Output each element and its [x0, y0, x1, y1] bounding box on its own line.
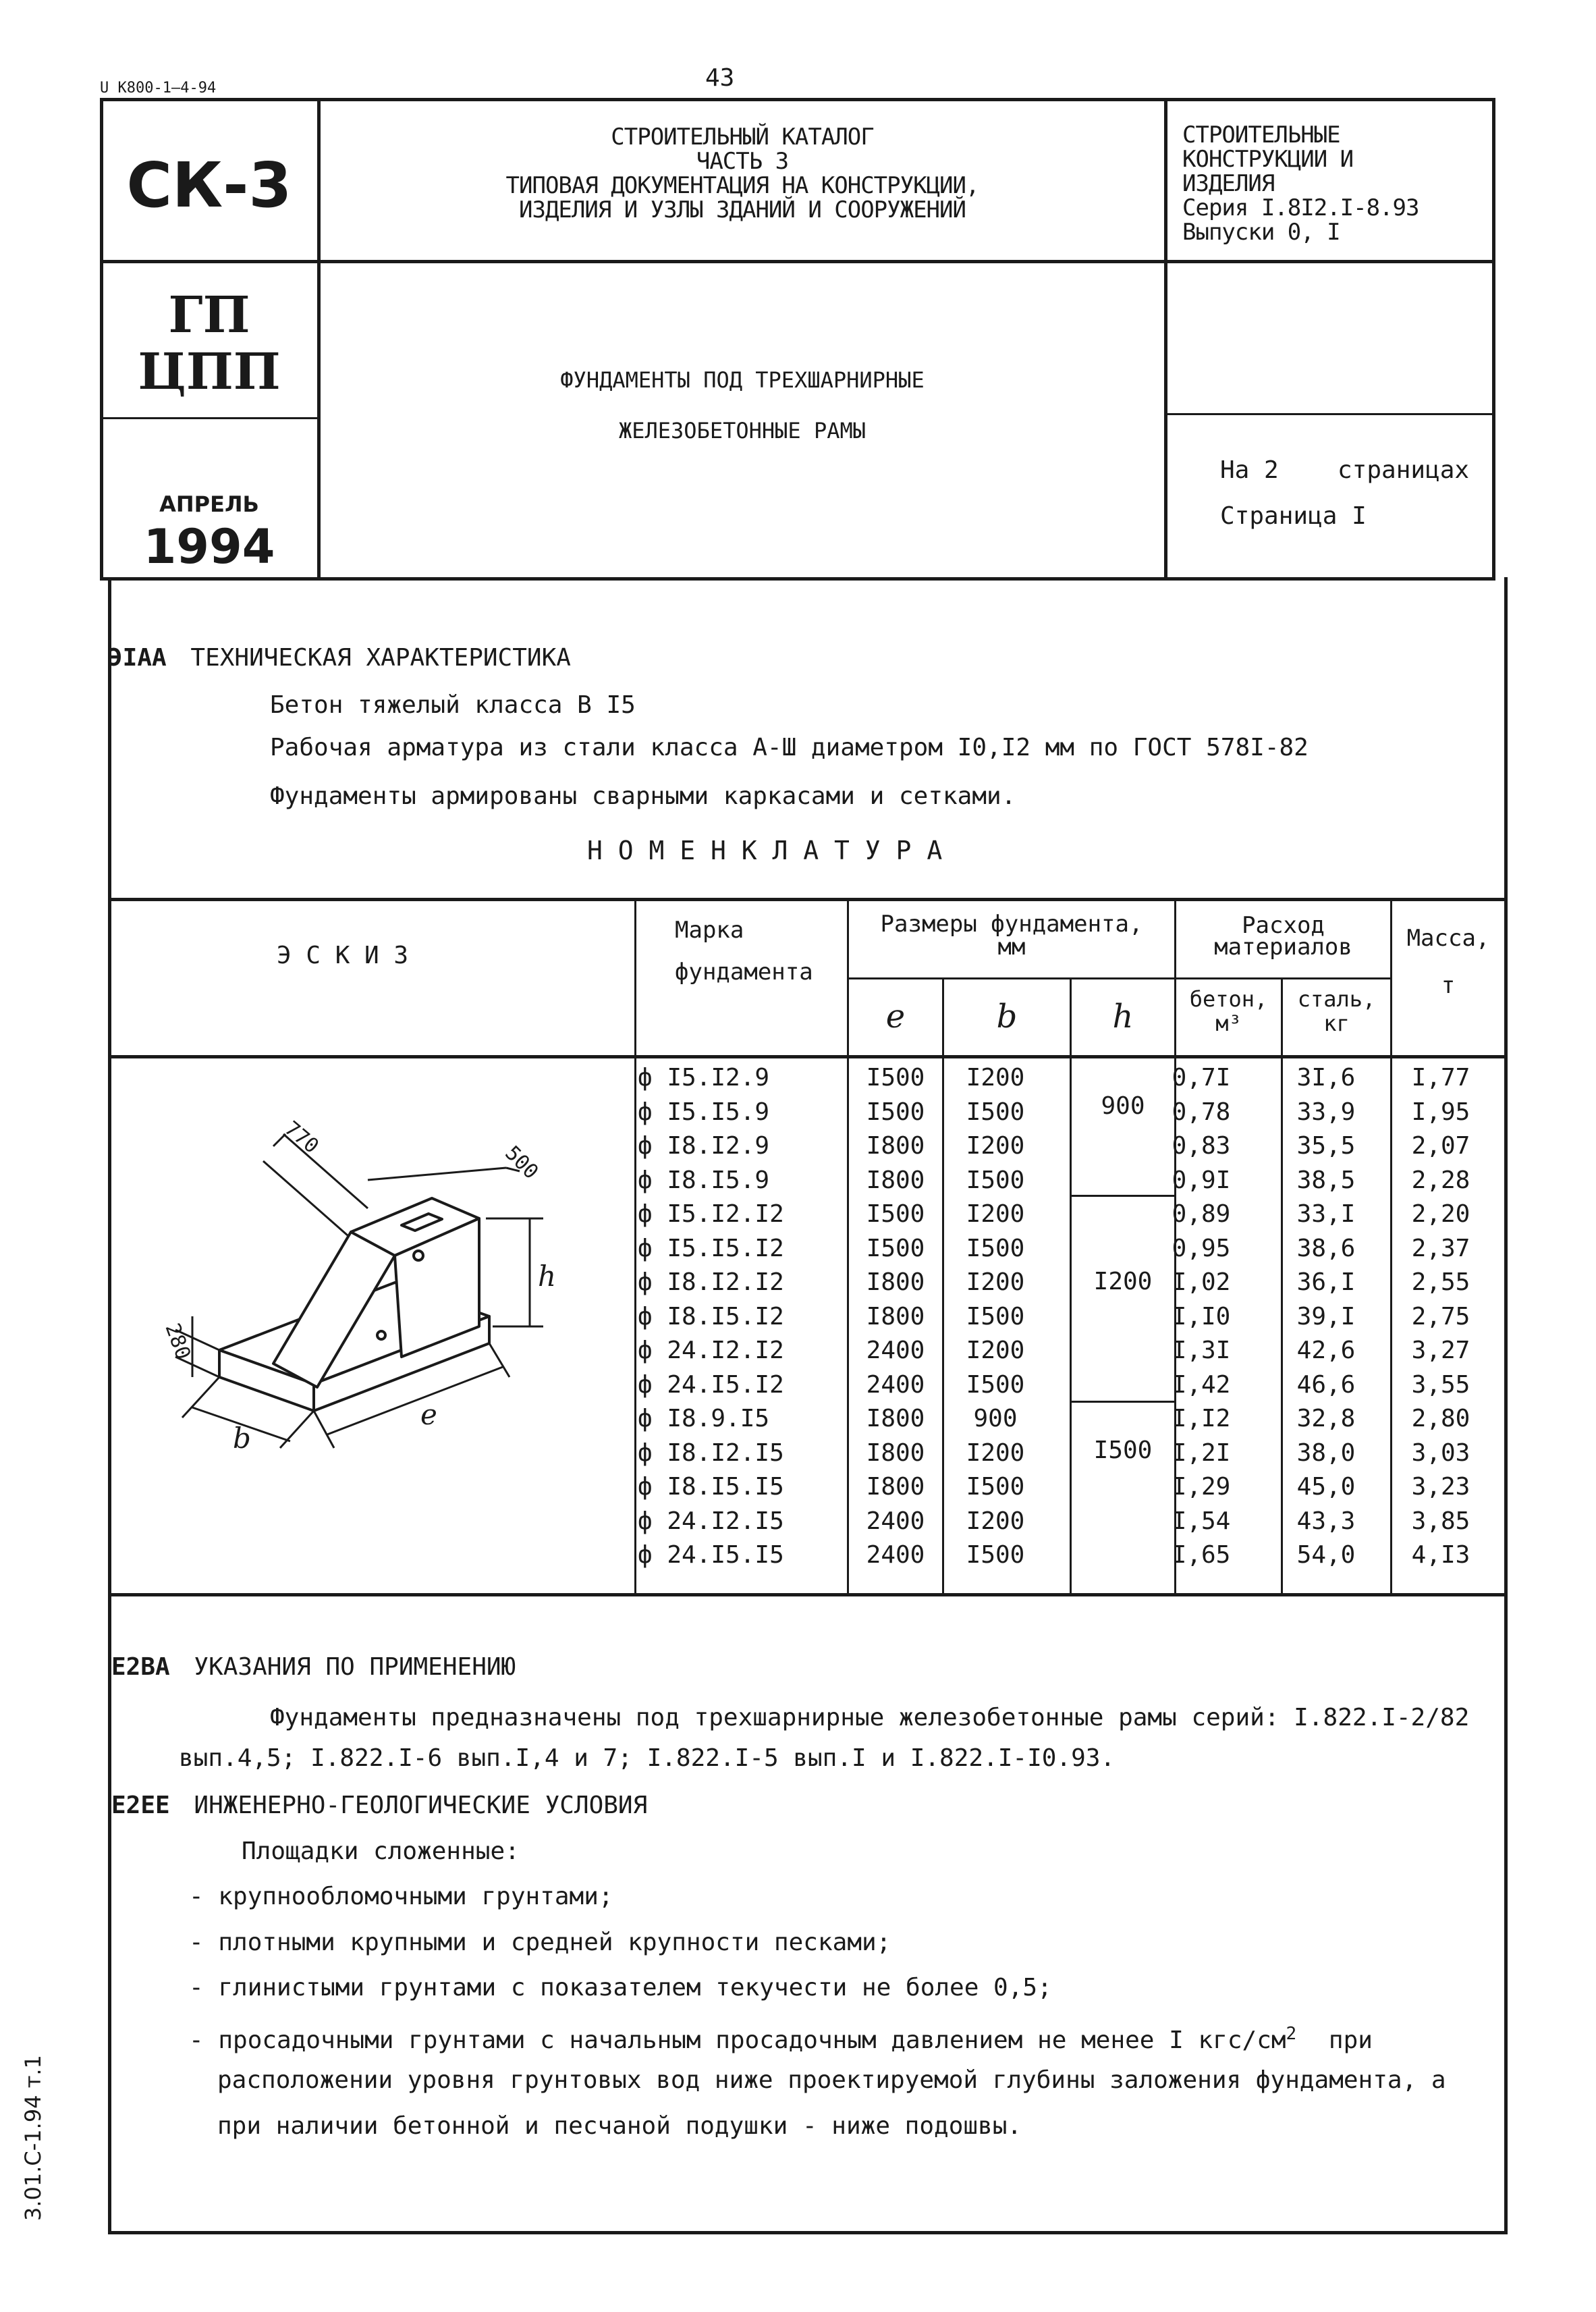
row-mass: 3,55: [1411, 1370, 1470, 1399]
row-b: I500: [966, 1473, 1025, 1501]
row-mass: 3,85: [1411, 1507, 1470, 1535]
row-b: I200: [966, 1064, 1025, 1092]
row-steel: 38,0: [1296, 1439, 1356, 1467]
row-mark: ф I8.I5.9: [638, 1166, 770, 1194]
doc-code: U K800-1—4-94: [100, 80, 217, 97]
col-materials: [1176, 912, 1390, 961]
row-mass: I,77: [1411, 1064, 1470, 1092]
usage-line1: Фундаменты предназначены под трехшарнирные железобетонные рамы серий: I.822.I-2/82: [270, 1704, 1470, 1731]
row-mark: ф I5.I5.9: [638, 1098, 770, 1126]
org-gp: ГП: [168, 286, 250, 344]
geo-item4a: - просадочными грунтами с начальным просадочным давлением не менее I кгс/см: [189, 2026, 1286, 2054]
month: АПРЕЛЬ: [159, 491, 259, 517]
row-b: 900: [973, 1405, 1018, 1432]
col-beton-head: [1176, 987, 1281, 1036]
row-beton: 0,78: [1172, 1098, 1231, 1126]
row-mass: I,95: [1411, 1098, 1470, 1126]
foundation-sketch: [111, 1060, 632, 1590]
geo-item3: - глинистыми грунтами с показателем текучести не более 0,5;: [189, 1974, 1052, 2001]
catalog-title: СТРОИТЕЛЬНЫЙ КАТАЛОГ: [611, 124, 874, 151]
dim-500: 500: [500, 1141, 543, 1184]
row-mass: 2,28: [1411, 1166, 1470, 1194]
row-steel: 54,0: [1296, 1541, 1356, 1569]
row-beton: 0,9I: [1172, 1166, 1231, 1194]
row-e: I500: [866, 1234, 925, 1262]
row-mass: 3,03: [1411, 1439, 1470, 1467]
tech-line1: Бетон тяжелый класса В I5: [270, 691, 636, 719]
col-steel-head: [1283, 987, 1390, 1036]
row-mark: ф 24.I2.I2: [638, 1337, 784, 1364]
row-steel: 42,6: [1296, 1337, 1356, 1364]
geo-item4c: при наличии бетонной и песчаной подушки - ниже подошвы.: [217, 2112, 1022, 2140]
row-e: 2400: [866, 1337, 925, 1364]
row-steel: 38,6: [1296, 1234, 1356, 1262]
row-steel: 35,5: [1296, 1132, 1356, 1160]
row-beton: 0,95: [1172, 1234, 1231, 1262]
geo-item2: - плотными крупными и средней крупности песками;: [189, 1929, 891, 1956]
label-h: h: [538, 1260, 557, 1293]
right-line2: КОНСТРУКЦИИ И: [1182, 146, 1354, 173]
row-beton: I,02: [1172, 1268, 1231, 1296]
frame-bottom: [108, 2231, 1508, 2234]
row-mark: ф I5.I2.9: [638, 1064, 770, 1092]
col-mass-head: [1392, 915, 1504, 1009]
series-block: [1182, 123, 1486, 244]
row-e: I800: [866, 1405, 925, 1432]
column-hole-2: [377, 1331, 385, 1339]
row-mark: ф 24.I5.I2: [638, 1370, 784, 1399]
row-b: I200: [966, 1507, 1025, 1535]
geo-heading-row: [111, 1792, 647, 1819]
row-mark: ф 24.I2.I5: [638, 1507, 784, 1535]
row-steel: 33,I: [1296, 1200, 1356, 1228]
label-e: e: [420, 1398, 437, 1431]
row-e: I500: [866, 1200, 925, 1228]
row-e: I800: [866, 1268, 925, 1296]
geo-item4-row: [189, 2020, 1373, 2054]
side-code: 3.01.С-1.94 т.1: [20, 2055, 46, 2221]
right-line3: ИЗДЕЛИЯ: [1182, 170, 1275, 197]
row-beton: I,54: [1172, 1507, 1231, 1535]
row-b: I500: [966, 1166, 1025, 1194]
series-line: Серия I.8I2.I-8.93: [1182, 194, 1419, 221]
usage-heading-row: [111, 1654, 516, 1681]
col-dims: [849, 913, 1174, 959]
row-steel: 38,5: [1296, 1166, 1356, 1194]
col-mark-1: Марка: [675, 917, 744, 944]
col-steel: сталь,: [1297, 986, 1376, 1012]
org-cpp: ЦПП: [138, 343, 281, 401]
row-e: I800: [866, 1132, 925, 1160]
row-b: I200: [966, 1439, 1025, 1467]
row-beton: I,I2: [1172, 1405, 1231, 1432]
row-mark: ф I8.I5.I2: [638, 1302, 784, 1330]
row-b: I500: [966, 1234, 1025, 1262]
product-title-2: ЖЕЛЕЗОБЕТОННЫЕ РАМЫ: [618, 418, 866, 443]
row-mark: ф I5.I2.I2: [638, 1200, 784, 1228]
geo-code: Е2ЕЕ: [111, 1792, 170, 1819]
row-e: 2400: [866, 1541, 925, 1569]
row-e: 2400: [866, 1370, 925, 1399]
row-beton: 0,7I: [1172, 1064, 1231, 1092]
col-dims-1: Размеры фундамента,: [880, 911, 1143, 938]
catalog-part: ЧАСТЬ 3: [696, 148, 789, 175]
dim-770: 770: [279, 1117, 323, 1158]
row-beton: I,29: [1172, 1473, 1231, 1501]
row-e: I800: [866, 1439, 925, 1467]
tech-code: ЭIАА: [108, 644, 167, 672]
row-steel: 39,I: [1296, 1302, 1356, 1330]
row-beton: I,3I: [1172, 1337, 1231, 1364]
pages-on: На 2: [1220, 456, 1279, 484]
row-mass: 2,80: [1411, 1405, 1470, 1432]
label-b: b: [233, 1422, 251, 1455]
col-e: e: [885, 998, 906, 1036]
pages-word: страницах: [1338, 456, 1470, 484]
catalog-line4: ИЗДЕЛИЯ И УЗЛЫ ЗДАНИЙ И СООРУЖЕНИЙ: [519, 196, 966, 223]
row-mass: 3,23: [1411, 1473, 1470, 1501]
row-beton: I,65: [1172, 1541, 1231, 1569]
row-e: I800: [866, 1166, 925, 1194]
right-line1: СТРОИТЕЛЬНЫЕ: [1182, 122, 1340, 149]
row-b: I200: [966, 1200, 1025, 1228]
row-mass: 3,27: [1411, 1337, 1470, 1364]
row-b: I200: [966, 1337, 1025, 1364]
usage-line2: вып.4,5; I.822.I-6 вып.I,4 и 7; I.822.I-5 вып.I и I.822.I-I0.93.: [179, 1744, 1116, 1772]
col-mat-1: Расход: [1242, 912, 1325, 939]
tech-line3: Фундаменты армированы сварными каркасами и сетками.: [270, 782, 1016, 810]
col-mark-2: фундамента: [675, 959, 813, 986]
row-mark: ф I8.I2.I2: [638, 1268, 784, 1296]
row-mass: 2,20: [1411, 1200, 1470, 1228]
h-group-1200: I200: [1093, 1268, 1153, 1295]
col-mass-2: т: [1441, 972, 1456, 999]
row-e: I500: [866, 1064, 925, 1092]
nomenclature-title: Н О М Е Н К Л А Т У Р А: [587, 836, 943, 865]
org-block: [101, 287, 317, 400]
row-e: I800: [866, 1302, 925, 1330]
usage-code: Е2ВА: [111, 1653, 170, 1681]
row-mass: 2,75: [1411, 1302, 1470, 1330]
geo-item1: - крупнообломочными грунтами;: [189, 1883, 613, 1910]
col-mat-2: материалов: [1214, 934, 1352, 961]
ck-label: СК-3: [126, 149, 292, 221]
product-title-1: ФУНДАМЕНТЫ ПОД ТРЕХШАРНИРНЫЕ: [560, 367, 925, 393]
geo-intro: Площадки сложенные:: [242, 1837, 520, 1865]
column-hole-1: [414, 1251, 423, 1260]
geo-item4-tail: при: [1328, 2026, 1373, 2054]
page-current: Страница I: [1220, 502, 1367, 530]
col-b: b: [996, 998, 1018, 1036]
row-beton: 0,83: [1172, 1132, 1231, 1160]
row-steel: 3I,6: [1296, 1064, 1356, 1092]
row-beton: I,42: [1172, 1370, 1231, 1399]
col-dims-2: мм: [997, 934, 1026, 961]
row-steel: 33,9: [1296, 1098, 1356, 1126]
row-mark: ф I8.I2.9: [638, 1132, 770, 1160]
row-e: 2400: [866, 1507, 925, 1535]
row-mass: 2,07: [1411, 1132, 1470, 1160]
row-steel: 46,6: [1296, 1370, 1356, 1399]
row-b: I500: [966, 1541, 1025, 1569]
geo-heading: ИНЖЕНЕРНО-ГЕОЛОГИЧЕСКИЕ УСЛОВИЯ: [194, 1792, 648, 1819]
row-b: I500: [966, 1370, 1025, 1399]
frame-right: [1504, 577, 1508, 2234]
col-steel-unit: кг: [1323, 1011, 1350, 1036]
geo-item4b: расположении уровня грунтовых вод ниже проектируемой глубины заложения фундамента, а: [217, 2066, 1446, 2094]
row-b: I200: [966, 1132, 1025, 1160]
col-beton-unit: м³: [1215, 1011, 1242, 1036]
row-e: I800: [866, 1473, 925, 1501]
catalog-block: [321, 125, 1164, 222]
geo-item4-sup: 2: [1286, 2024, 1297, 2044]
usage-heading: УКАЗАНИЯ ПО ПРИМЕНЕНИЮ: [194, 1653, 516, 1681]
row-steel: 43,3: [1296, 1507, 1356, 1535]
col-h: h: [1112, 998, 1134, 1036]
row-e: I500: [866, 1098, 925, 1126]
row-beton: I,2I: [1172, 1439, 1231, 1467]
row-b: I500: [966, 1302, 1025, 1330]
row-b: I200: [966, 1268, 1025, 1296]
year: 1994: [143, 519, 275, 574]
col-sketch: Э С К И З: [277, 942, 409, 969]
row-beton: I,I0: [1172, 1302, 1231, 1330]
dim-280: 280: [160, 1320, 195, 1363]
row-b: I500: [966, 1098, 1025, 1126]
col-mass-1: Масса,: [1406, 925, 1490, 952]
col-beton: бетон,: [1189, 986, 1268, 1012]
row-mass: 4,I3: [1411, 1541, 1470, 1569]
tech-line2: Рабочая арматура из стали класса А-Ш диаметром I0,I2 мм по ГОСТ 578I-82: [270, 734, 1309, 761]
row-mass: 2,37: [1411, 1234, 1470, 1262]
row-steel: 36,I: [1296, 1268, 1356, 1296]
catalog-line3: ТИПОВАЯ ДОКУМЕНТАЦИЯ НА КОНСТРУКЦИИ,: [505, 172, 979, 199]
row-mark: ф I8.I2.I5: [638, 1439, 784, 1467]
page-number: 43: [705, 64, 735, 92]
tech-heading: ТЕХНИЧЕСКАЯ ХАРАКТЕРИСТИКА: [190, 644, 571, 672]
row-mark: ф I5.I5.I2: [638, 1234, 784, 1262]
h-group-1500: I500: [1093, 1436, 1153, 1464]
row-mark: ф 24.I5.I5: [638, 1541, 784, 1569]
row-mass: 2,55: [1411, 1268, 1470, 1296]
issues-line: Выпуски 0, I: [1182, 219, 1340, 246]
row-mark: ф I8.9.I5: [638, 1405, 770, 1432]
h-group-900: 900: [1101, 1092, 1145, 1120]
row-beton: 0,89: [1172, 1200, 1231, 1228]
row-steel: 45,0: [1296, 1473, 1356, 1501]
tech-heading-row: [108, 645, 571, 672]
row-mark: ф I8.I5.I5: [638, 1473, 784, 1501]
row-steel: 32,8: [1296, 1405, 1356, 1432]
